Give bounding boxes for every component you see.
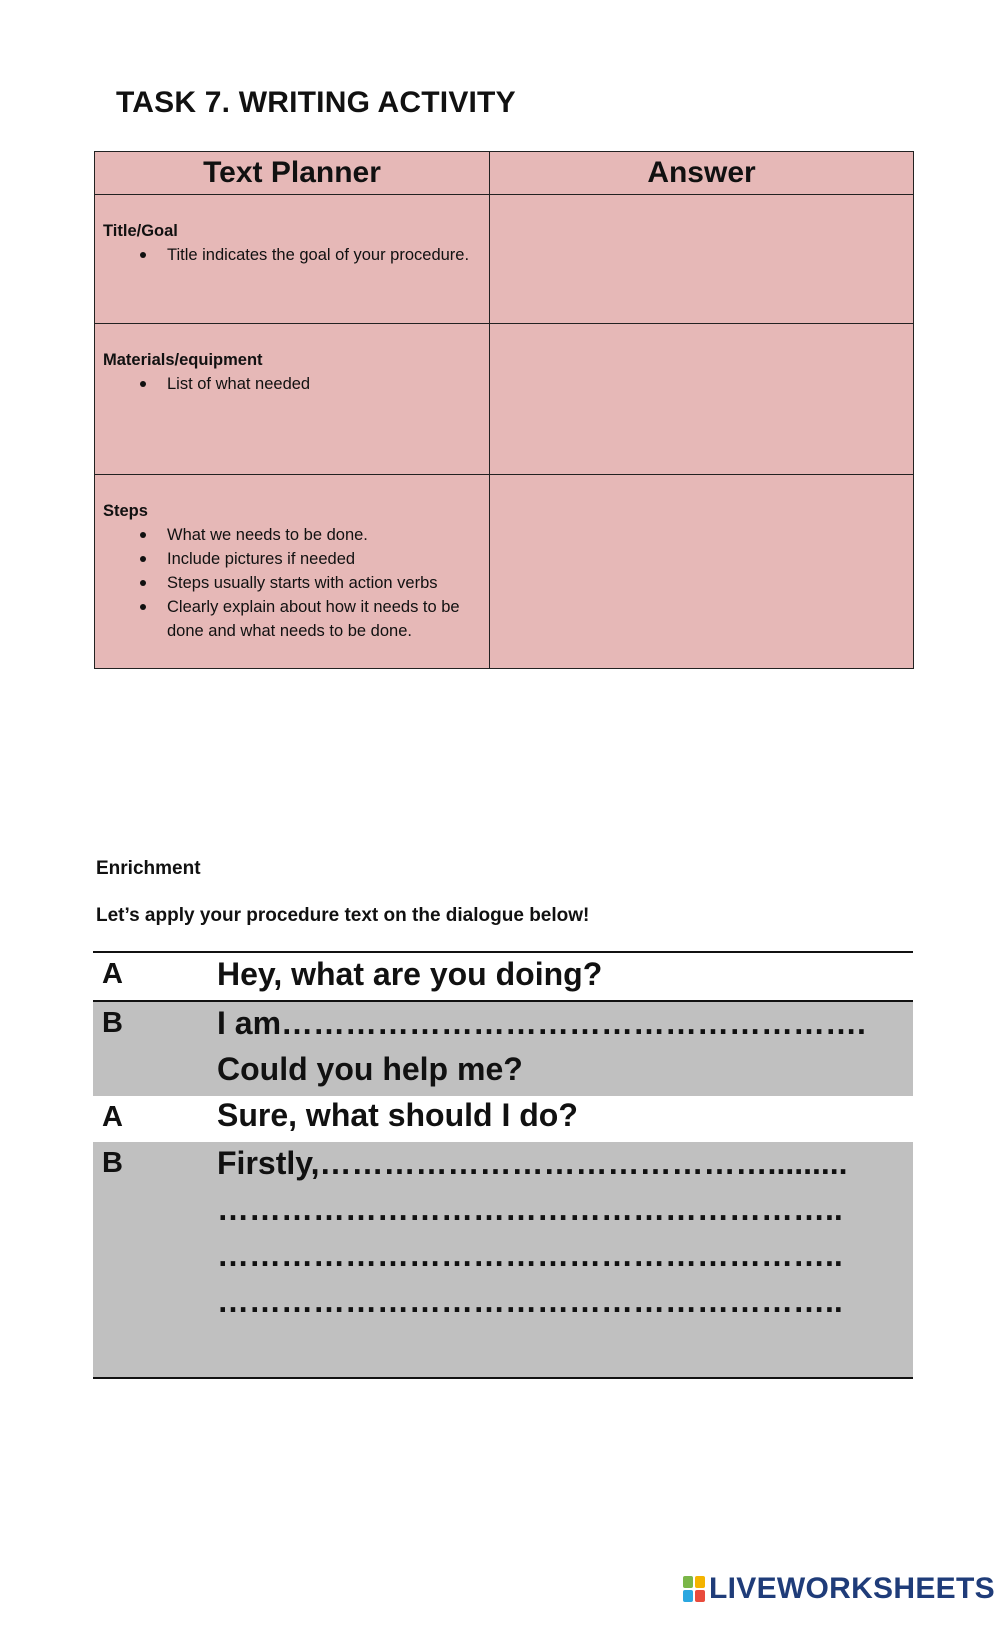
planner-row-title-goal <box>95 195 914 324</box>
planner-prompt-cell <box>95 324 490 475</box>
bullet-list <box>103 243 489 267</box>
planner-header-text-planner: Text Planner <box>95 152 490 195</box>
planner-row-heading: Steps <box>103 502 148 520</box>
bullet-item: Clearly explain about how it needs to be done and what needs to be done. <box>103 595 489 643</box>
speaker-label: A <box>102 1101 123 1133</box>
dialogue-line: Hey, what are you doing? <box>217 956 603 992</box>
speaker-label: A <box>102 958 123 990</box>
task-title: TASK 7. WRITING ACTIVITY <box>116 86 516 119</box>
text-planner-table <box>94 151 914 669</box>
enrichment-instruction: Let’s apply your procedure text on the dialogue below! <box>96 905 590 926</box>
planner-prompt-cell <box>95 475 490 669</box>
dialogue-line: Could you help me? <box>217 1051 523 1087</box>
liveworksheets-branding <box>683 1572 995 1606</box>
bullet-item: Steps usually starts with action verbs <box>103 571 489 595</box>
dialogue-fill-line[interactable]: ………………………………………………….. <box>217 1191 843 1227</box>
dialogue-fill-line[interactable]: I am………………………………………………. <box>217 1005 866 1041</box>
speaker-label: B <box>102 1147 123 1179</box>
bullet-list <box>103 372 489 396</box>
dialogue-fill-line[interactable]: ………………………………………………….. <box>217 1237 843 1273</box>
dialogue-fill-line[interactable]: ………………………………………………….. <box>217 1283 843 1319</box>
dialogue-fill-line[interactable]: Firstly,……………………………………......... <box>217 1145 848 1181</box>
dialogue-table <box>93 951 913 1379</box>
planner-row-heading: Title/Goal <box>103 222 178 240</box>
dialogue-row <box>93 1096 913 1142</box>
brand-name: LIVEWORKSHEETS <box>709 1572 995 1605</box>
bullet-list <box>103 523 489 643</box>
speaker-label: B <box>102 1007 123 1039</box>
answer-cell-materials[interactable] <box>490 324 914 475</box>
dialogue-row <box>93 1142 913 1377</box>
dialogue-line: Sure, what should I do? <box>217 1097 578 1133</box>
planner-row-materials <box>95 324 914 475</box>
planner-header-answer: Answer <box>490 152 914 195</box>
dialogue-row <box>93 953 913 1002</box>
dialogue-row <box>93 1002 913 1096</box>
bullet-item: What we needs to be done. <box>103 523 489 547</box>
planner-prompt-cell <box>95 195 490 324</box>
bullet-item: Include pictures if needed <box>103 547 489 571</box>
enrichment-title: Enrichment <box>96 858 201 879</box>
planner-row-steps <box>95 475 914 669</box>
liveworksheets-logo-icon <box>683 1576 705 1602</box>
planner-row-heading: Materials/equipment <box>103 351 263 369</box>
bullet-item: List of what needed <box>103 372 489 396</box>
answer-cell-title-goal[interactable] <box>490 195 914 324</box>
bullet-item: Title indicates the goal of your procedure. <box>103 243 489 267</box>
answer-cell-steps[interactable] <box>490 475 914 669</box>
